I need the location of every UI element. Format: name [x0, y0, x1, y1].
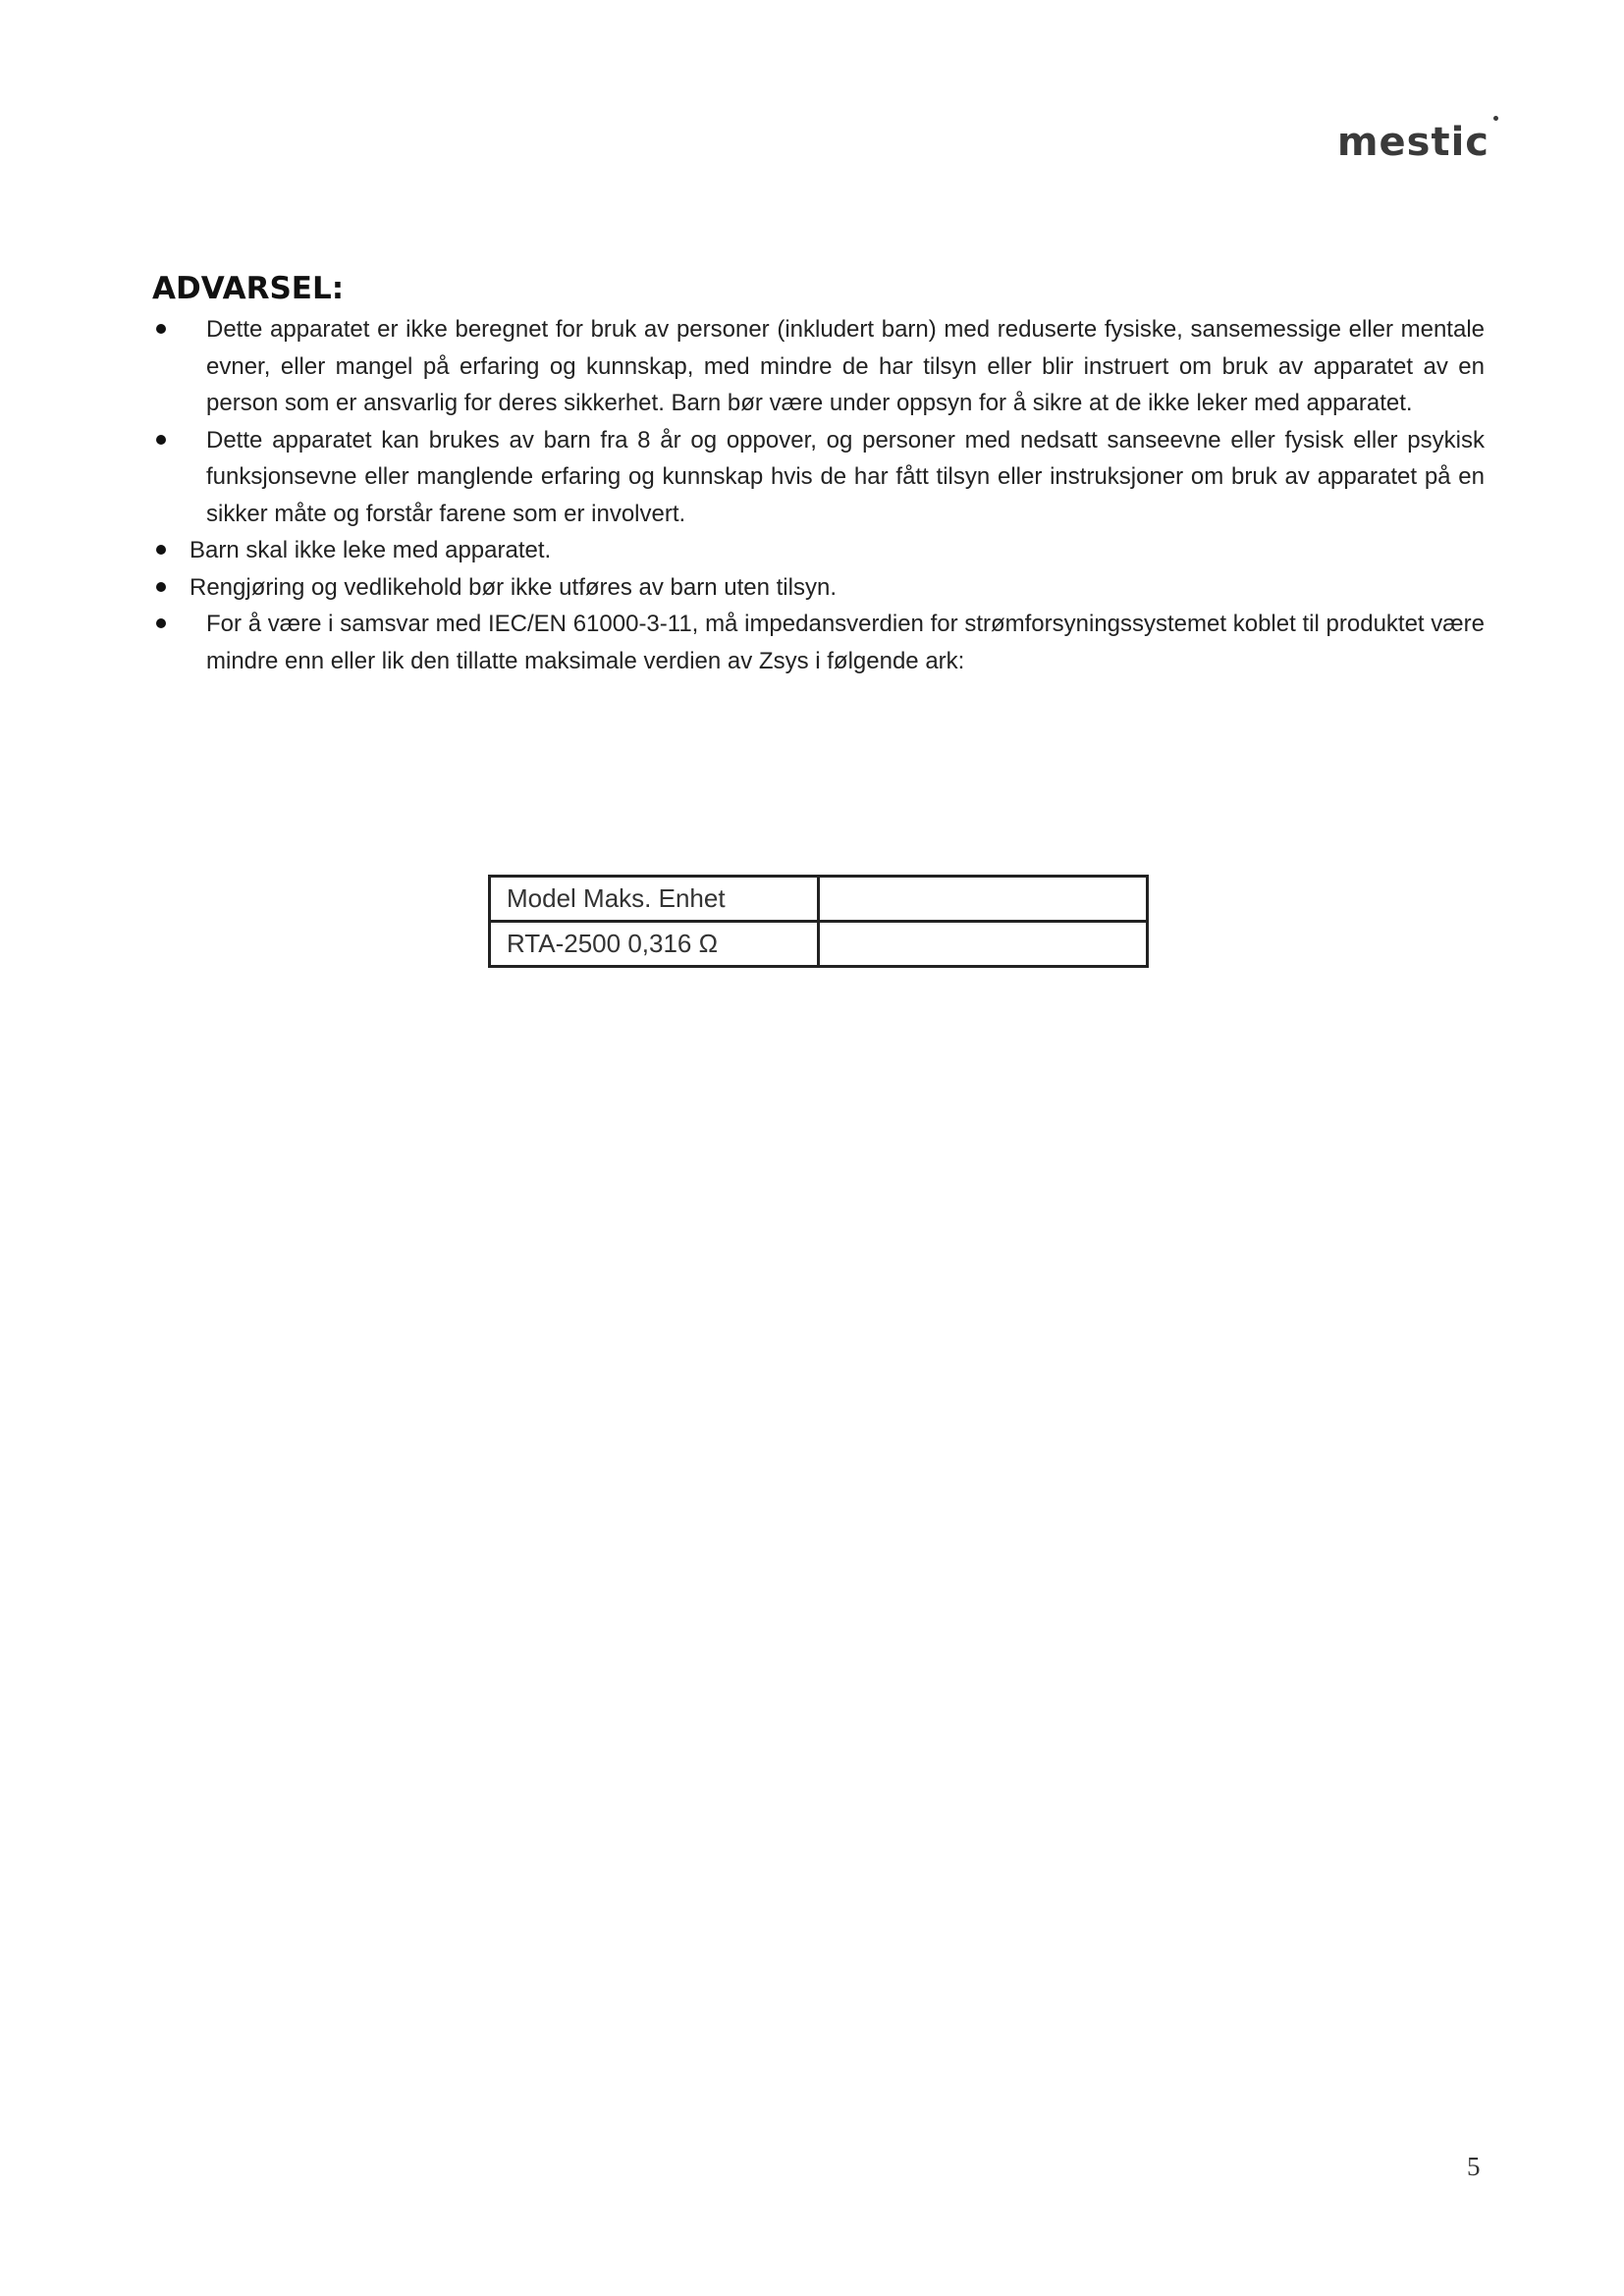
warning-text: Rengjøring og vedlikehold bør ikke utføres av barn uten tilsyn. [189, 573, 837, 601]
brand-name: mestic [1336, 120, 1489, 165]
warning-text: Dette apparatet er ikke beregnet for bruk av personer (inkludert barn) med reduserte fysiske, sansemessige eller mentale evner, eller mangel på erfaring og kunnskap, med mindre de har tilsyn eller blir instruert om bruk av apparatet av en person som er ansvarlig for deres sikkerhet. Barn bør være under oppsyn for å sikre at de ikke leker med apparatet. [206, 316, 1485, 416]
table-cell [819, 877, 1148, 922]
logo-dot-icon [1493, 116, 1498, 121]
warning-text: For å være i samsvar med IEC/EN 61000-3-11, må impedansverdien for strømforsyningssystemet koblet til produktet være mindre enn eller lik den tillatte maksimale verdien av Zsys i følgende ark: [206, 611, 1485, 674]
list-item [152, 606, 1485, 679]
bullet-icon [156, 582, 166, 592]
warning-text: Dette apparatet kan brukes av barn fra 8 år og oppover, og personer med nedsatt sanseevne eller fysisk eller psykisk funksjonsevne eller manglende erfaring og kunnskap hvis de har fått tilsyn eller instruksjoner om bruk av apparatet på en sikker måte og forstår farene som er involvert. [206, 426, 1485, 527]
list-item [152, 569, 1485, 607]
brand-logo [1337, 120, 1489, 165]
warning-heading: ADVARSEL: [152, 271, 345, 306]
table-row [490, 877, 1148, 922]
list-item [152, 532, 1485, 569]
table-cell [819, 922, 1148, 967]
bullet-icon [156, 435, 166, 445]
bullet-icon [156, 545, 166, 555]
page-number: 5 [1467, 2152, 1481, 2181]
warning-text: Barn skal ikke leke med apparatet. [189, 537, 552, 563]
table-row [490, 922, 1148, 967]
table-cell: RTA-2500 0,316 Ω [490, 922, 819, 967]
list-item [152, 311, 1485, 422]
table-cell: Model Maks. Enhet [490, 877, 819, 922]
list-item [152, 422, 1485, 533]
warning-list [152, 311, 1485, 679]
impedance-table [488, 875, 1149, 968]
bullet-icon [156, 324, 166, 334]
bullet-icon [156, 618, 166, 628]
